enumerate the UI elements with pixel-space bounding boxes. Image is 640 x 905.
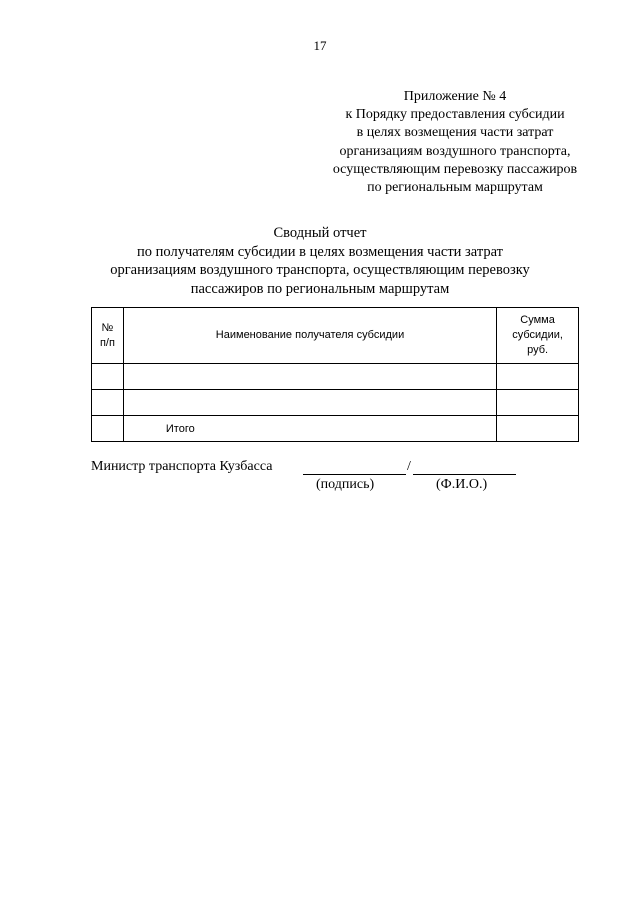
report-title-line: пассажиров по региональным маршрутам — [190, 280, 450, 297]
table-cell[interactable] — [92, 390, 124, 416]
appendix-line: в целях возмещения части затрат — [356, 125, 554, 141]
appendix-line: организациям воздушного транспорта, — [339, 143, 571, 159]
report-title-line: Сводный отчет — [273, 225, 367, 241]
total-row — [92, 416, 579, 442]
header-sum-line: руб. — [527, 344, 549, 356]
header-name: Наименование получателя субсидии — [123, 308, 496, 364]
report-title-line: организациям воздушного транспорта, осуществляющим перевозку — [110, 262, 530, 278]
header-num-line: № — [101, 321, 114, 334]
table-cell[interactable] — [497, 390, 579, 416]
report-title-line: по получателям субсидии в целях возмещения части затрат — [137, 243, 503, 260]
table-row — [92, 364, 579, 390]
page-number: 17 — [313, 38, 327, 53]
signature-caption: (подпись) — [316, 477, 375, 492]
signature-line — [303, 474, 406, 475]
total-label: Итого — [123, 416, 496, 442]
name-line — [413, 474, 516, 475]
header-sum-line: субсидии, — [512, 329, 563, 341]
header-sum — [497, 308, 579, 364]
table-header-row — [92, 308, 579, 364]
header-num-line: п/п — [99, 336, 115, 349]
appendix-line: осуществляющим перевозку пассажиров — [332, 161, 578, 177]
appendix-line: по региональным маршрутам — [367, 180, 543, 196]
header-sum-line: Сумма — [520, 314, 555, 326]
appendix-block — [310, 88, 600, 197]
signature-slash: / — [407, 459, 411, 474]
table-cell[interactable] — [92, 364, 124, 390]
minister-title: Министр транспорта Кузбасса — [91, 459, 273, 474]
table-row — [92, 390, 579, 416]
name-caption: (Ф.И.О.) — [436, 477, 488, 492]
total-sum-cell[interactable] — [497, 416, 579, 442]
appendix-line: Приложение № 4 — [403, 89, 507, 104]
appendix-line: к Порядку предоставления субсидии — [345, 107, 565, 123]
table-cell[interactable] — [123, 364, 496, 390]
report-title — [60, 224, 580, 298]
table-cell[interactable] — [497, 364, 579, 390]
report-table — [91, 307, 579, 442]
table-cell[interactable] — [92, 416, 124, 442]
header-num — [92, 308, 124, 364]
table-cell[interactable] — [123, 390, 496, 416]
